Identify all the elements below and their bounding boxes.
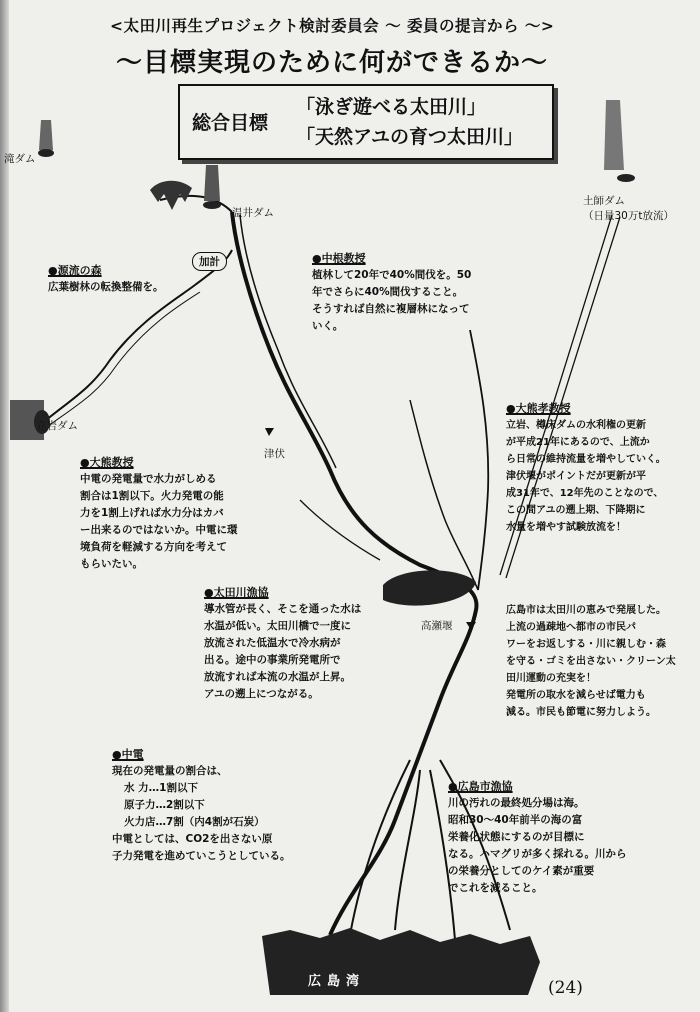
note-okuma-right: ●大熊孝教授 立岩、樽床ダムの水利権の更新 が平成21年にあるので、上流か ら日常の維持流量を増やしていく。 津伏堰がポイントだが更新が平 成31年で、12年先のことなので、 この間アユの遡上期、下降期に 水量を増やす試験放流を！ <box>506 402 666 533</box>
note-hiroshima-city: 広島市は太田川の恵みで発展した。 上流の過疎地へ都市の市民パ ワーをお返しする・川に親しむ・森 を守る・ゴミを出さない・クリーン太 田川運動の充実を！ 発電所の取水を減らせば電力も 減る。市民も節電に努力しよう。 <box>506 605 676 718</box>
tributary-east <box>470 330 488 590</box>
takase-weir-shape <box>383 570 476 605</box>
tsubuse-label: 津伏 <box>264 448 285 460</box>
note-nakane: ●中根教授 植林して20年で40%間伐を。50 年でさらに40%間伐すること。 そうすれば自然に複層林になって いく。 <box>312 252 472 332</box>
note-genryu: ●源流の森 広葉樹林の転換整備を。 <box>48 264 164 293</box>
fish-icon <box>150 181 192 210</box>
takase-marker <box>466 622 476 630</box>
takase-weir-label: 高瀬堰 <box>421 620 453 632</box>
tokushi-dam-icon <box>604 100 635 182</box>
onsen-dam-label: 温井ダム <box>232 207 274 219</box>
hiroshima-bay <box>262 928 540 995</box>
goal-item-ayu: 「天然アユの育つ太田川」 <box>296 126 524 148</box>
note-okuma-left: ●大熊教授 中電の発電量で水力がしめる 割合は1割以下。火力発電の能 力を1割上げれば水力分はカバ ー出来るのではないか。中電に環 境負荷を軽減する方向を考えて もらいたい。 <box>80 456 238 570</box>
tokushi-dam-label: 土師ダム <box>583 195 625 207</box>
hiroshima-bay-label: 広島湾 <box>308 974 366 989</box>
page-subtitle: <太田川再生プロジェクト検討委員会 〜 委員の提言から 〜> <box>110 17 555 35</box>
note-hiroshima-gyokyo: ●広島市漁協 川の汚れの最終処分場は海。 昭和30〜40年前半の海の富 栄養化状態にするのが目標に なる。ハマグリが多く採れる。川から の栄養分としてのケイ素が重要 でこれを減ること。 <box>448 780 627 894</box>
kakei-label: 加計 <box>192 252 227 271</box>
tateiwa-dam-label: 立岩ダム <box>36 420 78 432</box>
onsen-dam-icon <box>203 165 221 209</box>
kyo-dam-label: 滝ダム <box>4 153 36 165</box>
goal-label: 総合目標 <box>192 112 269 134</box>
kyo-dam-icon <box>38 120 54 157</box>
tokushi-flow-label: （日量30万t放流） <box>583 210 674 222</box>
note-chuden: ●中電 現在の発電量の割合は、 水 力…1割以下 原子力…2割以下 火力店…7割（内4割が石炭） 中電としては、CO2を出さない原 子力発電を進めていこうとしている。 <box>112 748 291 862</box>
note-gyokyo: ●太田川漁協 導水管が長く、そこを通った水は 水温が低い。太田川橋で一度に 放流された低温水で冷水病が 出る。途中の事業所発電所で 放流すれば本流の水温が上昇。 アユの遡上につながる。 <box>204 586 362 700</box>
tsubuse-marker <box>265 428 274 436</box>
goal-item-swim: 「泳ぎ遊べる太田川」 <box>296 96 487 118</box>
page-number: (24) <box>548 978 583 998</box>
page-title: 〜目標実現のために何ができるか〜 <box>116 48 549 78</box>
